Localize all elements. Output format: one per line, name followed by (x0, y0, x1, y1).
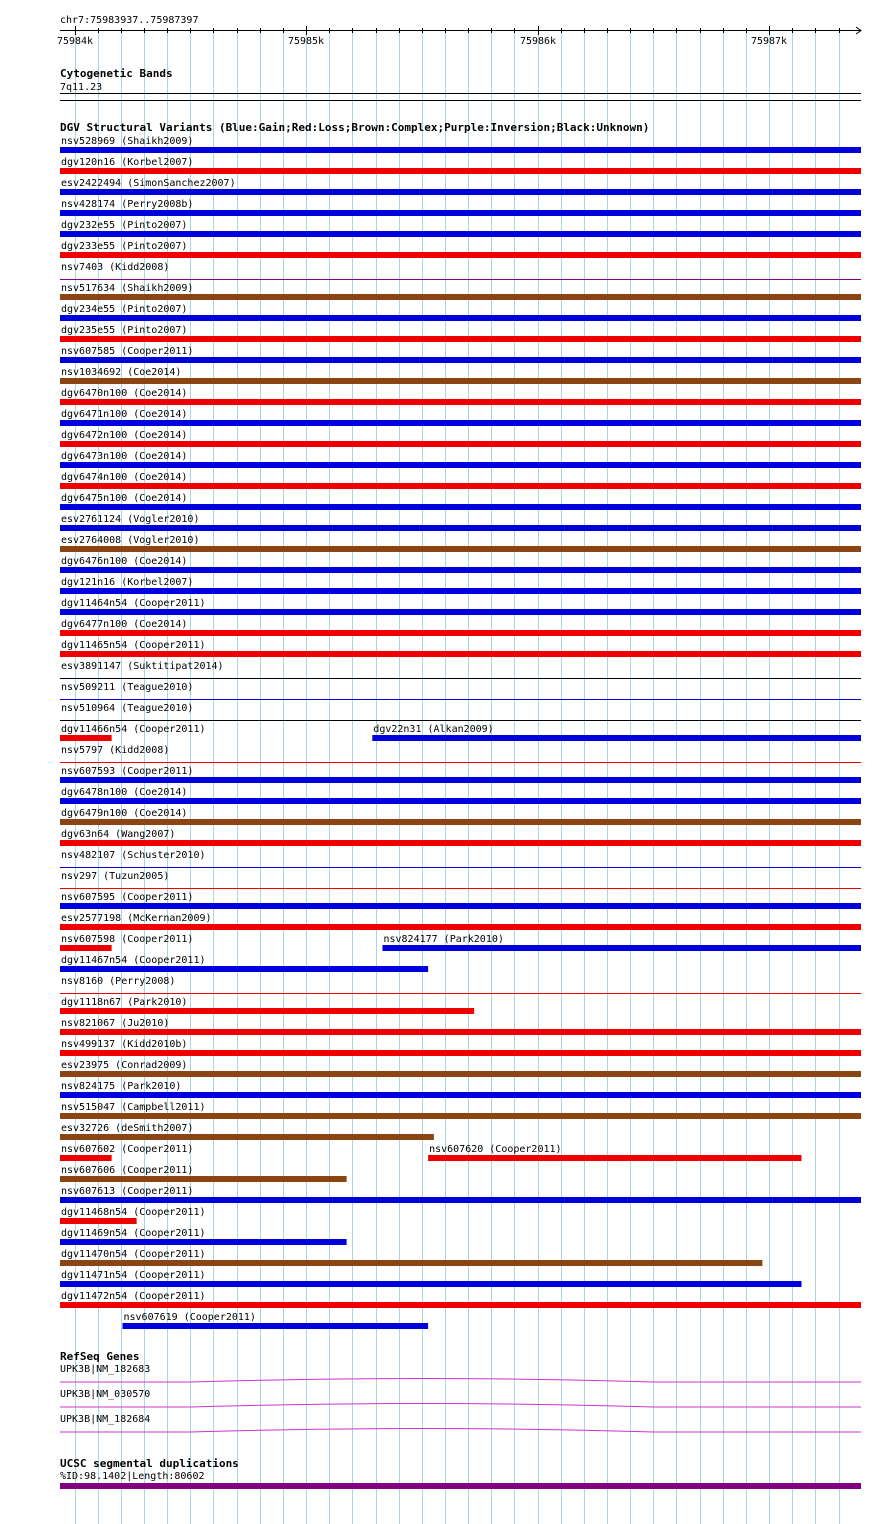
variant-label: nsv824177 (Park2010) (383, 934, 504, 945)
variant-bar (60, 399, 861, 405)
variant-label: nsv607585 (Cooper2011) (61, 346, 194, 357)
dgv-track (60, 136, 861, 1329)
variant-bar (60, 735, 112, 741)
variant-label: nsv297 (Tuzun2005) (61, 871, 170, 882)
variant-label: nsv607598 (Cooper2011) (61, 934, 194, 945)
variant-bar (60, 1218, 137, 1224)
variant-bar (60, 567, 861, 573)
variant-label: dgv11467n54 (Cooper2011) (61, 955, 206, 966)
gene-label: UPK3B|NM_030570 (60, 1389, 151, 1400)
variant-bar (60, 1281, 802, 1287)
variant-bar (60, 336, 861, 342)
variant-label: nsv517634 (Shaikh2009) (61, 283, 194, 294)
variant-bar (60, 378, 861, 384)
variant-bar (60, 1071, 861, 1077)
variant-label: dgv63n64 (Wang2007) (61, 829, 176, 840)
variant-bar (60, 651, 861, 657)
variant-label: dgv6471n100 (Coe2014) (61, 409, 188, 420)
variant-label: dgv11468n54 (Cooper2011) (61, 1207, 206, 1218)
variant-bar (60, 546, 861, 552)
cytoband-track (60, 94, 861, 101)
variant-bar (60, 945, 112, 951)
variant-bar (60, 609, 861, 615)
ruler-tick-label: 75984k (56, 36, 94, 47)
variant-label: dgv121n16 (Korbel2007) (61, 577, 194, 588)
variant-label: dgv6472n100 (Coe2014) (61, 430, 188, 441)
variant-bar (60, 525, 861, 531)
variant-bar (60, 189, 861, 195)
variant-label: esv2764008 (Vogler2010) (61, 535, 200, 546)
variant-bar (60, 315, 861, 321)
variant-bar (60, 294, 861, 300)
variant-label: nsv428174 (Perry2008b) (61, 199, 194, 210)
variant-label: nsv7403 (Kidd2008) (61, 262, 170, 273)
variant-label: dgv6470n100 (Coe2014) (61, 388, 188, 399)
variant-bar (60, 1197, 861, 1203)
gene-label: UPK3B|NM_182683 (60, 1364, 151, 1375)
variant-label: nsv509211 (Teague2010) (61, 682, 194, 693)
variant-label: dgv22n31 (Alkan2009) (373, 724, 494, 735)
gene-line (60, 1404, 861, 1408)
segdup-track (60, 1483, 861, 1489)
variant-bar (60, 630, 861, 636)
variant-label: dgv6475n100 (Coe2014) (61, 493, 188, 504)
variant-bar (60, 420, 861, 426)
variant-bar (60, 168, 861, 174)
variant-label: esv2577198 (McKernan2009) (61, 913, 212, 924)
variant-bar (60, 1260, 762, 1266)
variant-bar (60, 777, 861, 783)
variant-label: dgv11470n54 (Cooper2011) (61, 1249, 206, 1260)
variant-label: nsv607620 (Cooper2011) (429, 1144, 562, 1155)
variant-bar (60, 1239, 347, 1245)
variant-bar (60, 819, 861, 825)
variant-bar (60, 441, 861, 447)
variant-label: dgv235e55 (Pinto2007) (61, 325, 188, 336)
refseq-track (60, 1364, 861, 1432)
variant-bar (60, 1008, 474, 1014)
variant-bar (60, 210, 861, 216)
variant-label: nsv607606 (Cooper2011) (61, 1165, 194, 1176)
variant-label: dgv6478n100 (Coe2014) (61, 787, 188, 798)
variant-bar (60, 588, 861, 594)
variant-label: dgv6477n100 (Coe2014) (61, 619, 188, 630)
variant-label: esv2761124 (Vogler2010) (61, 514, 200, 525)
variant-label: esv3891147 (Suktitipat2014) (61, 661, 224, 672)
segdup-track-title: UCSC segmental duplications (60, 1457, 239, 1470)
variant-bar (382, 945, 861, 951)
variant-label: dgv6476n100 (Coe2014) (61, 556, 188, 567)
variant-label: nsv499137 (Kidd2010b) (61, 1039, 188, 1050)
variant-label: dgv11469n54 (Cooper2011) (61, 1228, 206, 1239)
variant-bar (60, 462, 861, 468)
variant-label: nsv824175 (Park2010) (61, 1081, 182, 1092)
variant-bar (60, 147, 861, 153)
variant-label: nsv607595 (Cooper2011) (61, 892, 194, 903)
variant-label: nsv8160 (Perry2008) (61, 976, 176, 987)
ruler-tick-label: 75985k (287, 36, 325, 47)
variant-bar (60, 1155, 112, 1161)
variant-label: nsv1034692 (Coe2014) (61, 367, 182, 378)
region-label: chr7:75983937..75987397 (60, 15, 199, 26)
variant-label: nsv5797 (Kidd2008) (61, 745, 170, 756)
variant-label: dgv232e55 (Pinto2007) (61, 220, 188, 231)
variant-label: esv23975 (Conrad2009) (61, 1060, 188, 1071)
variant-label: nsv515047 (Campbell2011) (61, 1102, 206, 1113)
variant-bar (60, 1050, 861, 1056)
variant-bar (60, 252, 861, 258)
variant-label: dgv6474n100 (Coe2014) (61, 472, 188, 483)
gene-line (60, 1429, 861, 1433)
refseq-track-title: RefSeq Genes (60, 1350, 140, 1363)
variant-label: dgv233e55 (Pinto2007) (61, 241, 188, 252)
coordinate-ruler (57, 26, 861, 47)
variant-bar (60, 1029, 861, 1035)
variant-bar (372, 735, 861, 741)
variant-label: dgv6473n100 (Coe2014) (61, 451, 188, 462)
variant-bar (60, 483, 861, 489)
variant-bar (123, 1323, 429, 1329)
variant-label: nsv510964 (Teague2010) (61, 703, 194, 714)
ruler-tick-label: 75987k (750, 36, 788, 47)
gene-label: UPK3B|NM_182684 (60, 1414, 151, 1425)
cytoband-label: 7q11.23 (60, 82, 103, 93)
variant-label: dgv11465n54 (Cooper2011) (61, 640, 206, 651)
segdup-bar (60, 1483, 861, 1489)
variant-label: dgv6479n100 (Coe2014) (61, 808, 188, 819)
variant-bar (60, 1302, 861, 1308)
variant-label: dgv11472n54 (Cooper2011) (61, 1291, 206, 1302)
variant-bar (60, 1134, 434, 1140)
variant-label: nsv821067 (Ju2010) (61, 1018, 170, 1029)
variant-label: dgv11464n54 (Cooper2011) (61, 598, 206, 609)
variant-bar (60, 1176, 347, 1182)
variant-label: esv32726 (deSmith2007) (61, 1123, 194, 1134)
segdup-label: %ID:98.1402|Length:80602 (60, 1471, 205, 1482)
dgv-track-title: DGV Structural Variants (Blue:Gain;Red:Loss;Brown:Complex;Purple:Inversion;Black:Unknown) (60, 121, 650, 134)
gene-line (60, 1379, 861, 1383)
variant-label: dgv120n16 (Korbel2007) (61, 157, 194, 168)
variant-bar (60, 966, 428, 972)
variant-bar (60, 357, 861, 363)
variant-bar (60, 798, 861, 804)
variant-label: nsv528969 (Shaikh2009) (61, 136, 194, 147)
variant-bar (60, 1092, 861, 1098)
variant-label: nsv607619 (Cooper2011) (123, 1312, 256, 1323)
variant-label: nsv607602 (Cooper2011) (61, 1144, 194, 1155)
variant-bar (428, 1155, 801, 1161)
variant-bar (60, 231, 861, 237)
variant-label: dgv11466n54 (Cooper2011) (61, 724, 206, 735)
variant-label: nsv607613 (Cooper2011) (61, 1186, 194, 1197)
variant-bar (60, 840, 861, 846)
variant-bar (60, 504, 861, 510)
variant-bar (60, 903, 861, 909)
variant-label: nsv607593 (Cooper2011) (61, 766, 194, 777)
variant-label: dgv11471n54 (Cooper2011) (61, 1270, 206, 1281)
cytoband-track-title: Cytogenetic Bands (60, 67, 173, 80)
variant-label: nsv482107 (Schuster2010) (61, 850, 206, 861)
variant-label: esv2422494 (SimonSanchez2007) (61, 178, 236, 189)
variant-label: dgv1118n67 (Park2010) (61, 997, 188, 1008)
ruler-tick-label: 75986k (519, 36, 557, 47)
variant-bar (60, 1113, 861, 1119)
variant-bar (60, 924, 861, 930)
variant-label: dgv234e55 (Pinto2007) (61, 304, 188, 315)
